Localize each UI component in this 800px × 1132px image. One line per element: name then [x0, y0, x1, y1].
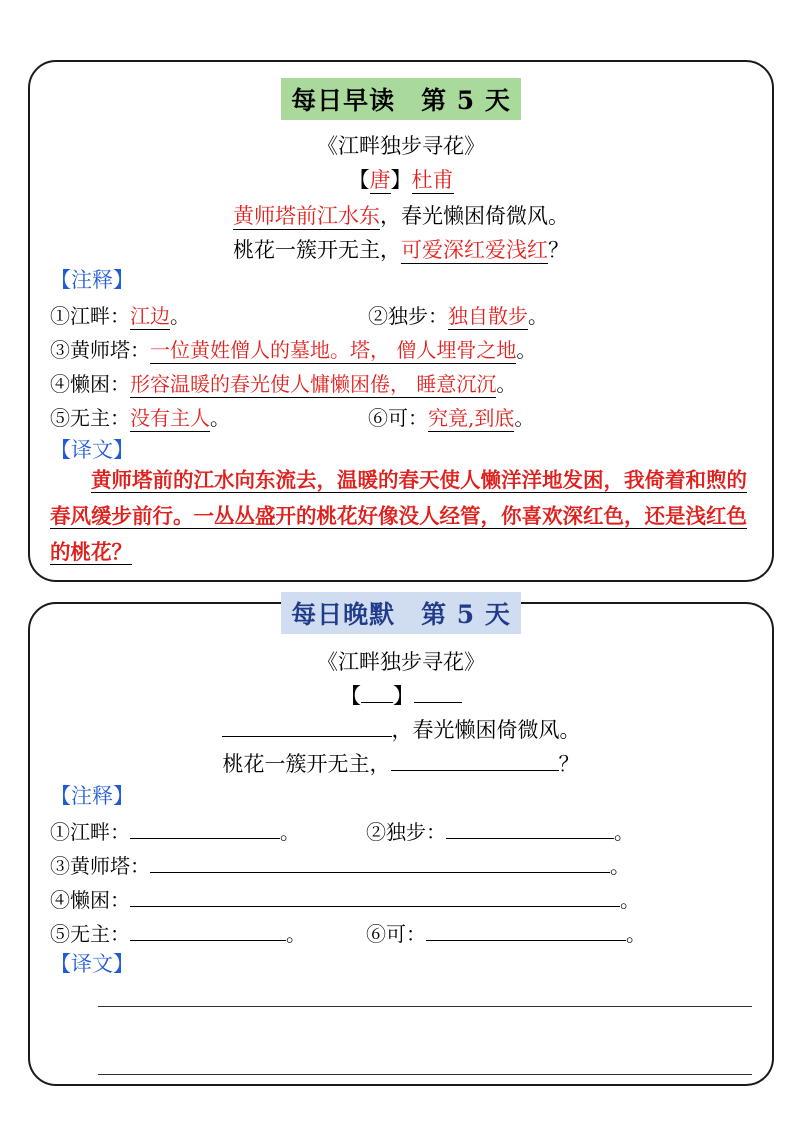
read-translation: 黄师塔前的江水向东流去，温暖的春天使人懒洋洋地发困，我倚着和煦的春风缓步前行。一丛丛盛开的桃花好像没人经管，你喜欢深红色，还是浅红色的桃花？: [50, 468, 747, 564]
read-note-3: ③黄师塔：一位黄姓僧人的墓地。塔， 僧人埋骨之地。: [50, 338, 537, 362]
read-poem-title: 《江畔独步寻花》: [317, 134, 485, 158]
recite-note-4: ④懒困： 。: [50, 888, 640, 912]
recite-note-1: ①江畔： 。: [50, 820, 300, 844]
morning-reading-card: [28, 60, 774, 582]
recite-translation-header: 【译文】: [50, 952, 134, 976]
recite-poem-line-1: ，春光懒困倚微风。: [30, 714, 772, 744]
read-translation-header: 【译文】: [50, 438, 134, 462]
note3-blank[interactable]: [150, 852, 610, 873]
recite-note-6: ⑥可： 。: [366, 922, 646, 946]
recite-note-3: ③黄师塔： 。: [50, 854, 630, 878]
bracket-close: 】: [390, 168, 412, 192]
bracket-close: 】: [393, 684, 414, 708]
read-note-5: ⑤无主：没有主人。: [50, 406, 230, 430]
bracket-open: 【: [348, 168, 370, 192]
recite-note-5: ⑤无主： 。: [50, 922, 306, 946]
author-blank[interactable]: [414, 682, 462, 703]
translation-line-2[interactable]: [98, 1074, 752, 1075]
read-author-line: [30, 164, 772, 194]
read-note-2: ②独步：独自散步。: [368, 304, 548, 328]
read-poem-line-1: [30, 200, 772, 230]
note2-blank[interactable]: [446, 818, 614, 839]
recite-note-2: ②独步： 。: [366, 820, 634, 844]
recite-title: 每日晚默 第 5 天: [281, 592, 521, 634]
note1-blank[interactable]: [130, 818, 280, 839]
recite-notes-header: 【注释】: [50, 784, 134, 808]
read-title-wrap: [30, 78, 772, 120]
read-dynasty: 唐: [369, 168, 391, 192]
dynasty-blank[interactable]: [361, 682, 393, 703]
line2-blank[interactable]: [391, 750, 559, 771]
recite-title-wrap: [30, 592, 772, 634]
read-line1-red: 黄师塔前江水东: [233, 204, 380, 228]
read-author: 杜甫: [411, 168, 454, 192]
read-line2-end: ？: [548, 238, 569, 262]
read-line2-lead: 桃花一簇开无主，: [233, 238, 401, 262]
read-poem-line-2: [30, 234, 772, 264]
translation-line-1[interactable]: [98, 1006, 752, 1007]
read-note-6: ⑥可：究竟,到底。: [368, 406, 535, 430]
read-title: 每日早读 第 5 天: [281, 78, 521, 120]
note6-blank[interactable]: [426, 920, 626, 941]
read-notes-header: 【注释】: [50, 268, 134, 292]
read-note-1: ①江畔：江边。: [50, 304, 190, 328]
note5-blank[interactable]: [130, 920, 286, 941]
evening-recitation-card: [28, 602, 774, 1086]
line1-blank[interactable]: [222, 716, 392, 737]
recite-author-line: [30, 680, 772, 710]
recite-poem-line-2: 桃花一簇开无主， ？: [222, 752, 580, 776]
note4-blank[interactable]: [130, 886, 620, 907]
bracket-open: 【: [340, 684, 361, 708]
read-line2-red: 可爱深红爱浅红: [401, 238, 548, 262]
read-note-4: ④懒困：形容温暖的春光使人慵懒困倦， 睡意沉沉。: [50, 372, 517, 396]
recite-poem-title: 《江畔独步寻花》: [317, 650, 485, 674]
read-line1-rest: ，春光懒困倚微风。: [380, 204, 569, 228]
